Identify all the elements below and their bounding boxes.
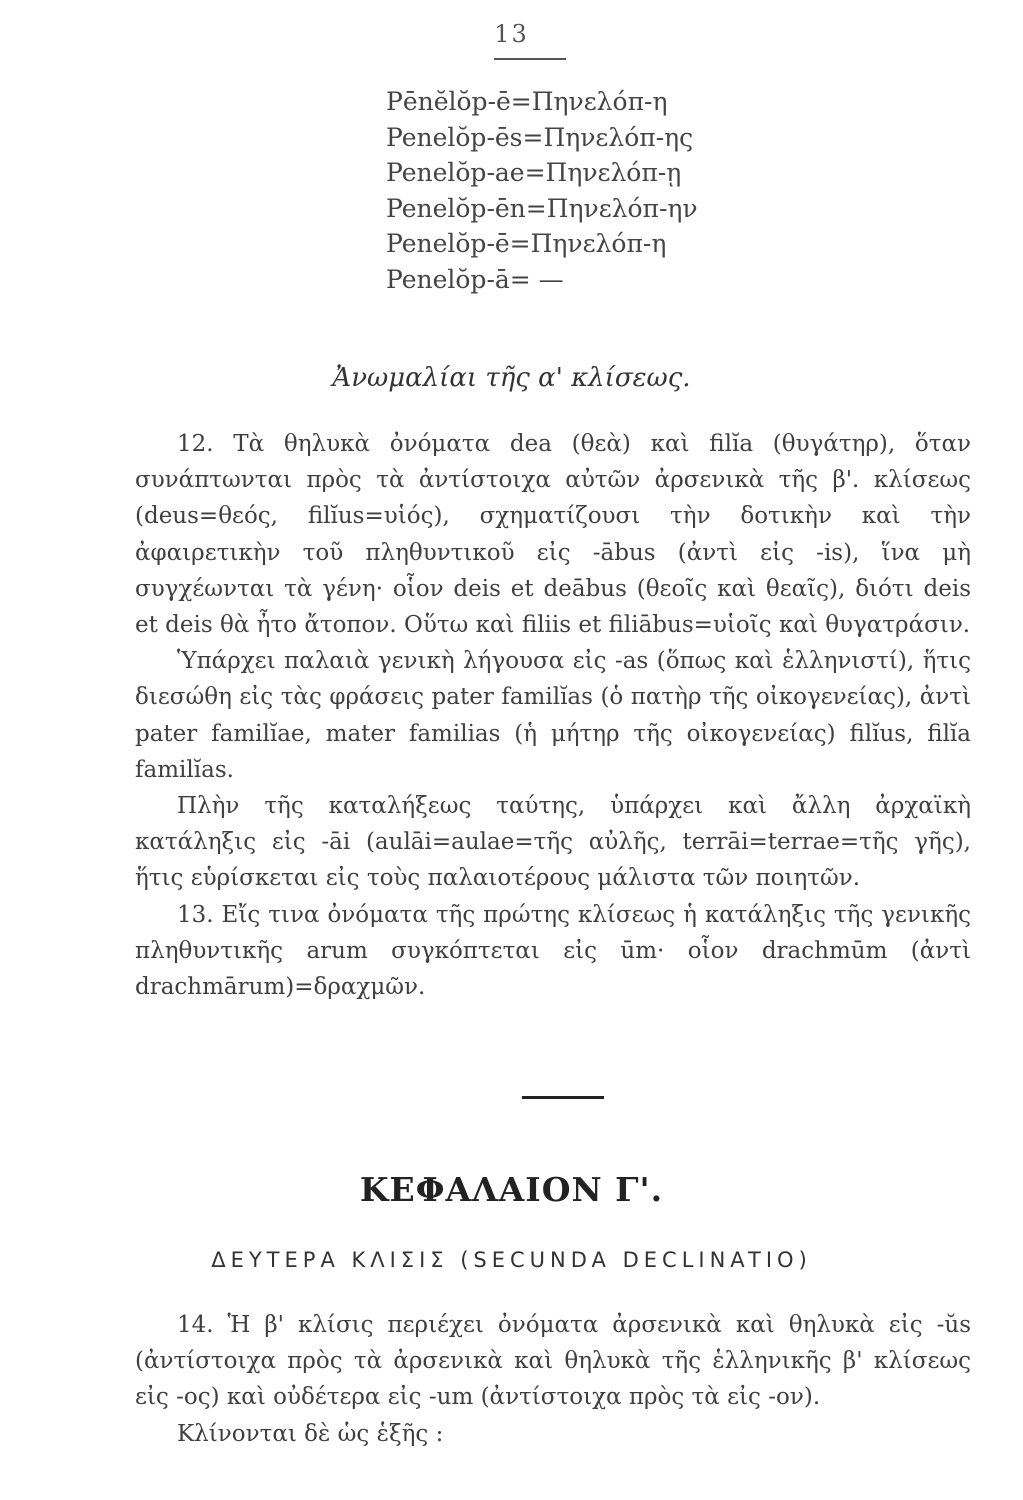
paragraph: 13. Εἴς τινα ὀνόματα τῆς πρώτης κλίσεως ἡ κατάληξις τῆς γενικῆς πληθυντικῆς arum συγκόπτεται εἰς ūm· οἷον drachmūm (ἀντὶ drachmārum)=δραχμῶν. (135, 901, 971, 1001)
section-heading: Ἀνωμαλίαι τῆς α' κλίσεως. (332, 363, 691, 393)
section-divider (522, 1096, 604, 1099)
body-text-section-2 (135, 1307, 971, 1452)
declension-row: Pēnĕlŏp-ē=Πηνελόπ-η (386, 87, 668, 116)
declension-table (386, 84, 698, 297)
paragraph: Κλίνονται δὲ ὡς ἑξῆς : (177, 1420, 444, 1447)
chapter-subtitle: ΔΕΥΤΕΡΑ ΚΛΙΣΙΣ (SECUNDA DECLINATIO) (211, 1248, 812, 1272)
page-number: 13 (494, 20, 529, 48)
declension-row: Penelŏp-ae=Πηνελόπ-ῃ (386, 158, 682, 187)
chapter-title: ΚΕΦΑΛΑΙΟΝ Γ'. (359, 1170, 664, 1209)
paragraph: 14. Ἡ β' κλίσις περιέχει ὀνόματα ἀρσενικὰ καὶ θηλυκὰ εἰς -ŭs (ἀντίστοιχα πρὸς τὰ ἀρσενικὰ καὶ θηλυκὰ τῆς ἑλληνικῆς β' κλίσεως εἰς -ος) καὶ οὐδέτερα εἰς -um (ἀντίστοιχα πρὸς τὰ εἰς -ον). (135, 1312, 971, 1411)
declension-row: Penelŏp-ē=Πηνελόπ-η (386, 229, 667, 258)
paragraph: Ὑπάρχει παλαιὰ γενικὴ λήγουσα εἰς -as (ὅπως καὶ ἑλληνιστί), ἥτις διεσώθη εἰς τὰς φράσεις pater familĭas (ὁ πατὴρ τῆς οἰκογενείας), ἀντὶ pater familĭae, mater familias (ἡ μήτηρ τῆς οἰκογενείας) filĭus, filĭa familĭas. (135, 648, 971, 783)
declension-row: Penelŏp-ēs=Πηνελόπ-ης (386, 122, 694, 152)
paragraph: Πλὴν τῆς καταλήξεως ταύτης, ὑπάρχει καὶ ἄλλη ἀρχαϊκὴ κατάληξις εἰς -āi (aulāi=aulae=τῆς αὐλῆς, terrāi=terrae=τῆς γῆς), ἥτις εὑρίσκεται εἰς τοὺς παλαιοτέρους μάλιστα τῶν ποιητῶν. (135, 793, 971, 892)
declension-row: Penelŏp-ā= — (386, 264, 564, 294)
body-text-section-1 (135, 426, 971, 1005)
page-number-rule (494, 58, 566, 60)
declension-row: Penelŏp-ēn=Πηνελόπ-ην (386, 193, 698, 223)
paragraph: 12. Τὰ θηλυκὰ ὀνόματα dea (θεὰ) καὶ filĭa (θυγάτηρ), ὅταν συνάπτωνται πρὸς τὰ ἀντίστοιχα αὐτῶν ἀρσενικὰ τῆς β'. κλίσεως (deus=θεός, filĭus=υἱός), σχηματίζουσι τὴν δοτικὴν καὶ τὴν ἀφαιρετικὴν τοῦ πληθυντικοῦ εἰς -ābus (ἀντὶ εἰς -is), ἵνα μὴ συγχέωνται τὰ γένη· οἷον deis et deābus (θεοῖς καὶ θεαῖς), διότι deis et deis θὰ ἦτο ἄτοπον. Οὕτω καὶ filiis et filiābus=υἱοῖς καὶ θυγατράσιν. (135, 431, 971, 639)
